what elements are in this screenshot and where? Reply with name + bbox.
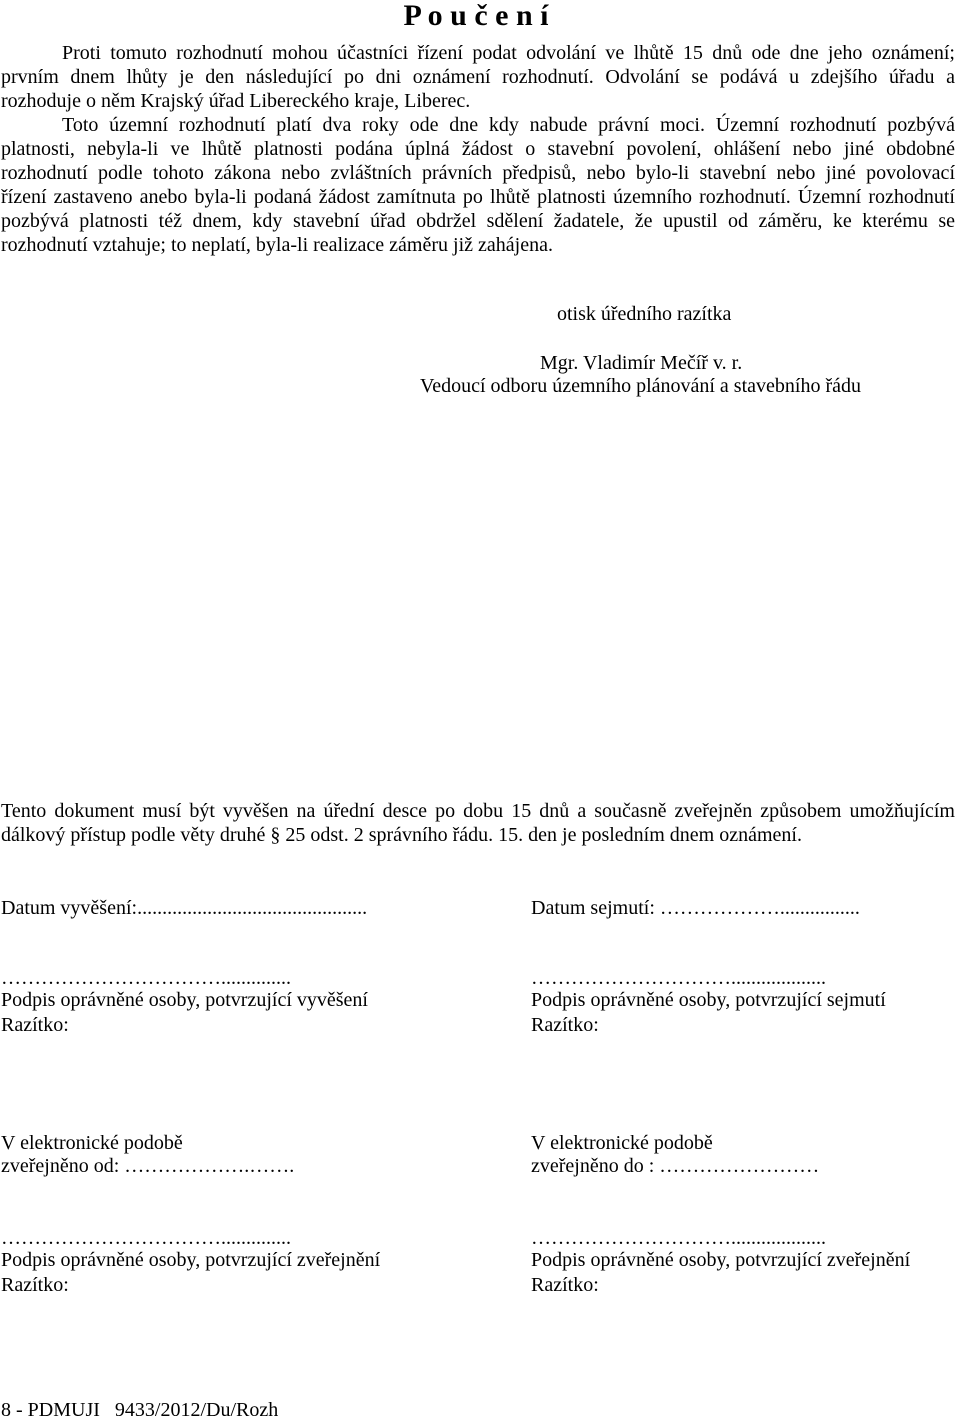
signatory-position: Vedoucí odboru územního plánování a stavebního řádu [420, 375, 861, 397]
posting-notice-line: Tento dokument musí být vyvěšen na úřední desce po dobu 15 dnů a současně zveřejněn způsobem umožňujícím [1, 800, 955, 822]
posted-signature-label: Podpis oprávněné osoby, potvrzující vyvěšení [1, 989, 368, 1011]
published-to-field: zveřejněno do : …………………… [531, 1155, 820, 1177]
electronic-from-heading: V elektronické podobě [1, 1132, 183, 1154]
posted-date-field: Datum vyvěšení:.............................................. [1, 897, 368, 919]
validity-line: pozbývá platnosti též dnem, kdy stavební úřad obdržel sdělení žadatele, že upustil od záměru, ke kterému se [1, 210, 955, 232]
published-to-signature-line: …………………………................... [531, 1227, 826, 1249]
validity-line: Toto územní rozhodnutí platí dva roky ode dne kdy nabude právní moci. Územní rozhodnutí pozbývá [62, 114, 955, 136]
validity-line: řízení zastaveno anebo byla-li podaná žádost zamítnuta po lhůtě platnosti územního rozhodnutí. Územní rozhodnutí [1, 186, 955, 208]
removed-signature-line: …………………………................... [531, 967, 826, 989]
published-from-signature-label: Podpis oprávněné osoby, potvrzující zveřejnění [1, 1249, 381, 1271]
instruction-line: rozhoduje o něm Krajský úřad Libereckého kraje, Liberec. [1, 90, 471, 112]
instruction-line: prvním dnem lhůty je den následující po dni oznámení rozhodnutí. Odvolání se podává u zdejšího úřadu a [1, 66, 955, 88]
posted-signature-line: …………………………….............. [1, 967, 291, 989]
published-from-signature-line: …………………………….............. [1, 1227, 291, 1249]
removed-date-field: Datum sejmutí: ………………................ [531, 897, 860, 919]
published-to-stamp-label: Razítko: [531, 1274, 599, 1296]
published-from-field: zveřejněno od: ……………….……. [1, 1155, 295, 1177]
published-from-stamp-label: Razítko: [1, 1274, 69, 1296]
document-reference: 8 - PDMUJI 9433/2012/Du/Rozh [1, 1399, 279, 1420]
removed-stamp-label: Razítko: [531, 1014, 599, 1036]
page-title: P o u č e n í [403, 0, 549, 32]
published-to-signature-label: Podpis oprávněné osoby, potvrzující zveřejnění [531, 1249, 911, 1271]
validity-line: rozhodnutí vztahuje; to neplatí, byla-li realizace záměru již zahájena. [1, 234, 553, 256]
posting-notice-line: dálkový přístup podle věty druhé § 25 odst. 2 správního řádu. 15. den je posledním dnem oznámení. [1, 824, 802, 846]
signatory-name: Mgr. Vladimír Mečíř v. r. [540, 352, 743, 374]
electronic-to-heading: V elektronické podobě [531, 1132, 713, 1154]
stamp-note: otisk úředního razítka [557, 303, 732, 325]
posted-stamp-label: Razítko: [1, 1014, 69, 1036]
validity-line: platnosti, nebyla-li ve lhůtě platnosti podána úplná žádost o stavební povolení, ohlášení nebo jiné obdobné [1, 138, 955, 160]
instruction-line: Proti tomuto rozhodnutí mohou účastníci řízení podat odvolání ve lhůtě 15 dnů ode dne jeho oznámení; [62, 42, 955, 64]
removed-signature-label: Podpis oprávněné osoby, potvrzující sejmutí [531, 989, 886, 1011]
validity-line: rozhodnutí podle tohoto zákona nebo zvláštních právních předpisů, nebo bylo-li stavební nebo jiné povolovací [1, 162, 955, 184]
